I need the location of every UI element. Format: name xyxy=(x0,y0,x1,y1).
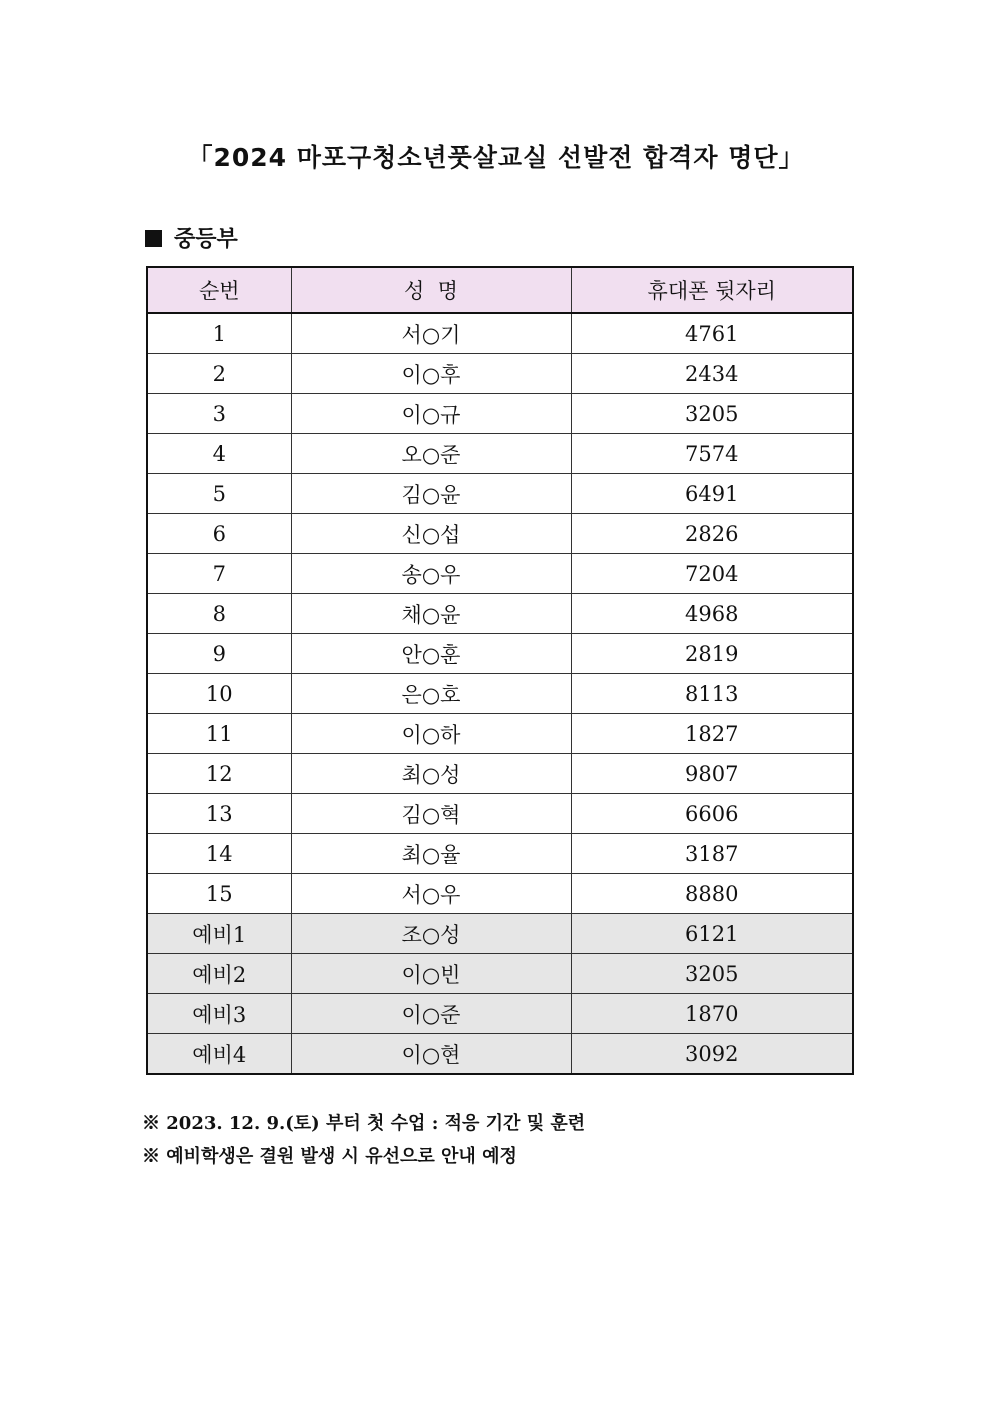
table-row xyxy=(147,434,853,474)
cell-number: 예비2 xyxy=(147,954,291,994)
cell-phone-digits: 1870 xyxy=(571,994,853,1034)
cell-phone-digits: 6121 xyxy=(571,914,853,954)
cell-number: 예비1 xyxy=(147,914,291,954)
cell-phone-digits: 2819 xyxy=(571,634,853,674)
cell-number: 2 xyxy=(147,354,291,394)
notes xyxy=(142,1107,585,1173)
cell-name: 서○기 xyxy=(291,313,571,354)
cell-name: 이○빈 xyxy=(291,954,571,994)
cell-name: 은○호 xyxy=(291,674,571,714)
cell-name: 안○훈 xyxy=(291,634,571,674)
cell-phone-digits: 4968 xyxy=(571,594,853,634)
cell-name: 이○준 xyxy=(291,994,571,1034)
cell-number: 15 xyxy=(147,874,291,914)
table-row xyxy=(147,554,853,594)
cell-number: 7 xyxy=(147,554,291,594)
table-row xyxy=(147,794,853,834)
cell-number: 4 xyxy=(147,434,291,474)
cell-number: 3 xyxy=(147,394,291,434)
cell-phone-digits: 6491 xyxy=(571,474,853,514)
cell-name: 최○율 xyxy=(291,834,571,874)
cell-name: 송○우 xyxy=(291,554,571,594)
cell-name: 오○준 xyxy=(291,434,571,474)
cell-name: 신○섭 xyxy=(291,514,571,554)
cell-phone-digits: 4761 xyxy=(571,313,853,354)
table-row xyxy=(147,394,853,434)
cell-number: 11 xyxy=(147,714,291,754)
table-row xyxy=(147,474,853,514)
cell-phone-digits: 3205 xyxy=(571,394,853,434)
table-header-row xyxy=(147,267,853,313)
cell-number: 5 xyxy=(147,474,291,514)
table-row xyxy=(147,514,853,554)
cell-phone-digits: 7574 xyxy=(571,434,853,474)
table-row xyxy=(147,874,853,914)
section-title: 중등부 xyxy=(174,226,238,252)
table-row xyxy=(147,594,853,634)
reserve-row xyxy=(147,914,853,954)
cell-phone-digits: 1827 xyxy=(571,714,853,754)
cell-phone-digits: 9807 xyxy=(571,754,853,794)
table-row xyxy=(147,834,853,874)
cell-name: 이○규 xyxy=(291,394,571,434)
cell-number: 예비4 xyxy=(147,1034,291,1075)
cell-name: 김○윤 xyxy=(291,474,571,514)
cell-phone-digits: 2826 xyxy=(571,514,853,554)
cell-phone-digits: 3205 xyxy=(571,954,853,994)
reserve-row xyxy=(147,994,853,1034)
table-row xyxy=(147,714,853,754)
reserve-row xyxy=(147,1034,853,1075)
section-heading xyxy=(145,224,238,254)
header-phone-last-digits: 휴대폰 뒷자리 xyxy=(571,267,853,313)
cell-phone-digits: 6606 xyxy=(571,794,853,834)
table-row xyxy=(147,354,853,394)
cell-name: 최○성 xyxy=(291,754,571,794)
cell-number: 12 xyxy=(147,754,291,794)
cell-phone-digits: 7204 xyxy=(571,554,853,594)
reserve-row xyxy=(147,954,853,994)
roster-table xyxy=(146,266,854,1075)
cell-name: 이○하 xyxy=(291,714,571,754)
cell-number: 1 xyxy=(147,313,291,354)
cell-number: 6 xyxy=(147,514,291,554)
document-title: 「2024 마포구청소년풋살교실 선발전 합격자 명단」 xyxy=(187,143,805,172)
cell-name: 서○우 xyxy=(291,874,571,914)
note-reserve-info: ※ 예비학생은 결원 발생 시 유선으로 안내 예정 xyxy=(142,1146,517,1167)
cell-phone-digits: 8880 xyxy=(571,874,853,914)
table-row xyxy=(147,754,853,794)
cell-phone-digits: 2434 xyxy=(571,354,853,394)
roster-body xyxy=(147,313,853,1074)
cell-phone-digits: 8113 xyxy=(571,674,853,714)
cell-phone-digits: 3187 xyxy=(571,834,853,874)
table-row xyxy=(147,674,853,714)
cell-name: 이○현 xyxy=(291,1034,571,1075)
cell-name: 이○후 xyxy=(291,354,571,394)
cell-name: 김○혁 xyxy=(291,794,571,834)
note-start-date: ※ 2023. 12. 9.(토) 부터 첫 수업 : 적응 기간 및 훈련 xyxy=(142,1113,586,1134)
cell-number: 13 xyxy=(147,794,291,834)
cell-number: 예비3 xyxy=(147,994,291,1034)
black-square-icon xyxy=(145,230,162,247)
table-row xyxy=(147,634,853,674)
table-row xyxy=(147,313,853,354)
cell-name: 채○윤 xyxy=(291,594,571,634)
cell-name: 조○성 xyxy=(291,914,571,954)
cell-number: 14 xyxy=(147,834,291,874)
cell-phone-digits: 3092 xyxy=(571,1034,853,1075)
cell-number: 10 xyxy=(147,674,291,714)
header-number: 순번 xyxy=(147,267,291,313)
header-name: 성 명 xyxy=(291,267,571,313)
cell-number: 9 xyxy=(147,634,291,674)
cell-number: 8 xyxy=(147,594,291,634)
